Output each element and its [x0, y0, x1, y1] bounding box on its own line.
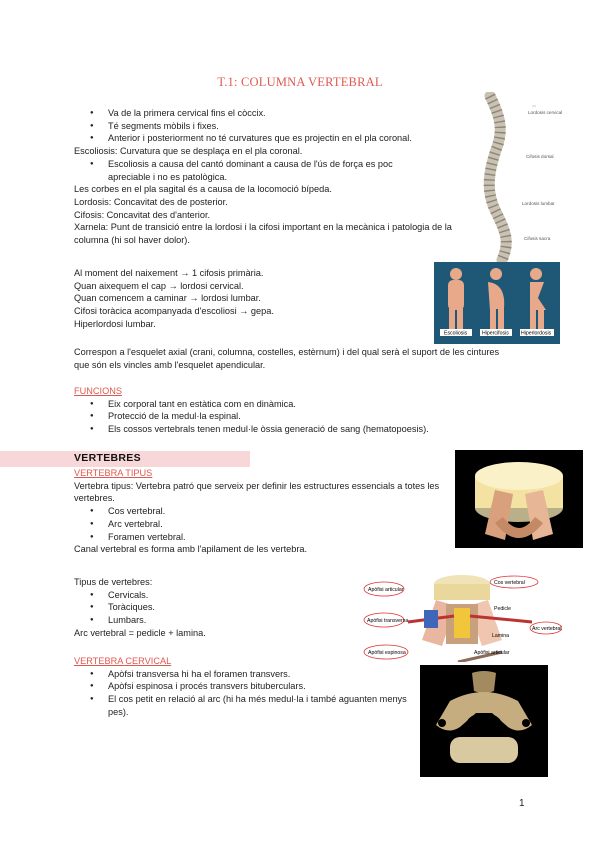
list-item: ● Lumbars. [74, 614, 206, 627]
paragraph-line: Quan aixequem el cap → lordosi cervical. [74, 280, 244, 291]
axial-paragraph: Correspon a l'esquelet axial (crani, columna, costelles, estèrnum) i del qual serà el suport de les cintures que són els vincles amb l'esquelet apendicular. [74, 347, 500, 370]
paragraph-line: Les corbes en el pla sagital és a causa de la locomoció bípeda. [74, 184, 332, 195]
paragraph-line: Al moment del naixement → 1 cifosis primària. [74, 268, 264, 278]
funcions-heading: FUNCIONS [74, 386, 122, 396]
tipus-label: Tipus de vertebres: [74, 577, 153, 587]
list-item: ● Protecció de la medul·la espinal. [74, 410, 429, 423]
list-item: ● Apòfsi transversa hi ha el foramen transvers. [74, 668, 414, 681]
label-cos-vertebral: Cos vertebral [494, 580, 525, 586]
vertebra-tipus-heading: VERTEBRA TIPUS [74, 468, 153, 478]
label-lamina: Lamina [492, 633, 510, 639]
list-item: ● Els cossos vertebrals tenen medul·le òssia generació de sang (hematopoesis). [74, 423, 429, 436]
vertebra-tipus-definition: Vertebra tipus: Vertebra patró que serveix per definir les estructures essencials a totes les vertebres. [74, 480, 440, 504]
spine-label-dorsal: Cifosis dorsal [526, 154, 554, 159]
intro-section [74, 107, 454, 247]
list-item: ● Arc vertebral. [74, 518, 442, 531]
list-item: ● Cervicals. [74, 589, 206, 602]
paragraph-line: Cifosis: Concavitat des d'anterior. [74, 209, 211, 220]
tipus-section [74, 576, 206, 640]
posture-label-hipercifosis: Hipercifosis [482, 330, 509, 337]
list-item: ● Cos vertebral. [74, 505, 442, 518]
list-item: ● Eix corporal tant en estàtica com en dinàmica. [74, 398, 429, 411]
list-item: ● Foramen vertebral. [74, 531, 442, 544]
label-arc-vertebral: Arc vertebral [532, 626, 562, 632]
escoliosis-definition: Escoliosis: Curvatura que se desplaça en el pla coronal. [74, 146, 303, 157]
list-item: ● Té segments mòbils i fixes. [74, 120, 454, 133]
list-item: ● Apòfsi espinosa i procés transvers bituberculars. [74, 680, 414, 693]
development-section [74, 267, 274, 331]
vertebra-diagram [362, 570, 562, 662]
xarnela-paragraph: Xarnela: Punt de transició entre la lordosi i la cifosi important en la mecànica i patologia de la columna (hi sol haver dolor). [74, 222, 452, 246]
cervical-heading: VERTEBRA CERVICAL [74, 656, 172, 666]
paragraph-line: Cifosi toràcica acompanyada d'escoliosi → gepa. [74, 306, 274, 317]
cervical-section [74, 655, 414, 719]
spine-illustration [466, 92, 590, 264]
paragraph-line: Quan comencem a caminar → lordosi lumbar. [74, 293, 261, 304]
cervical-vertebra-illustration [420, 665, 548, 777]
arc-formula: Arc vertebral = pedicle + lamina. [74, 627, 206, 638]
posture-label-escoliosis: Escoliosis [444, 330, 468, 337]
paragraph-line: Hiperlordosi lumbar. [74, 318, 156, 329]
posture-illustration [434, 262, 560, 344]
page-number: 1 [519, 798, 525, 809]
funcions-section [74, 385, 429, 436]
label-pedicle: Pedicle [494, 606, 512, 612]
list-item: ● El cos petit en relació al arc (hi ha més medul·la i també aguanten menys pes). [74, 693, 414, 718]
spine-label-cervical: Lordosis cervical [528, 110, 563, 115]
paragraph-line: Lordosis: Concavitat des de posterior. [74, 196, 228, 207]
vertebra-tipus-illustration [455, 450, 583, 548]
vertebres-heading: VERTEBRES [74, 452, 141, 464]
label-apofisi-espinosa: Apòfisi espinosa [368, 650, 406, 656]
spine-label-sacra: Cifosis sacra [524, 236, 551, 241]
spine-label-lumbar: Lordosis lumbar [522, 201, 555, 206]
list-item: ● Anterior i posteriorment no té curvatures que es projectin en el pla coronal. [74, 132, 454, 145]
list-item: ● Toràciques. [74, 601, 206, 614]
vertebra-tipus-section [74, 467, 442, 556]
canal-vertebral-line: Canal vertebral es forma amb l'apilament de les vertebra. [74, 544, 308, 555]
label-apofisi-articular-bottom: Apòfisi articular [474, 650, 510, 656]
list-item: ● Escoliosis a causa del cantó dominant a causa de l'ús de força es poc apreciable i no es patològica. [74, 158, 408, 183]
label-apofisi-articular-top: Apòfisi articular [368, 587, 404, 593]
posture-label-hiperlordosis: Hiperlordosis [521, 330, 552, 337]
label-apofisi-transversa: Apòfisi transversa [367, 618, 409, 624]
list-item: ● Va de la primera cervical fins el còccix. [74, 107, 454, 120]
page-title: T.1: COLUMNA VERTEBRAL [217, 75, 383, 89]
